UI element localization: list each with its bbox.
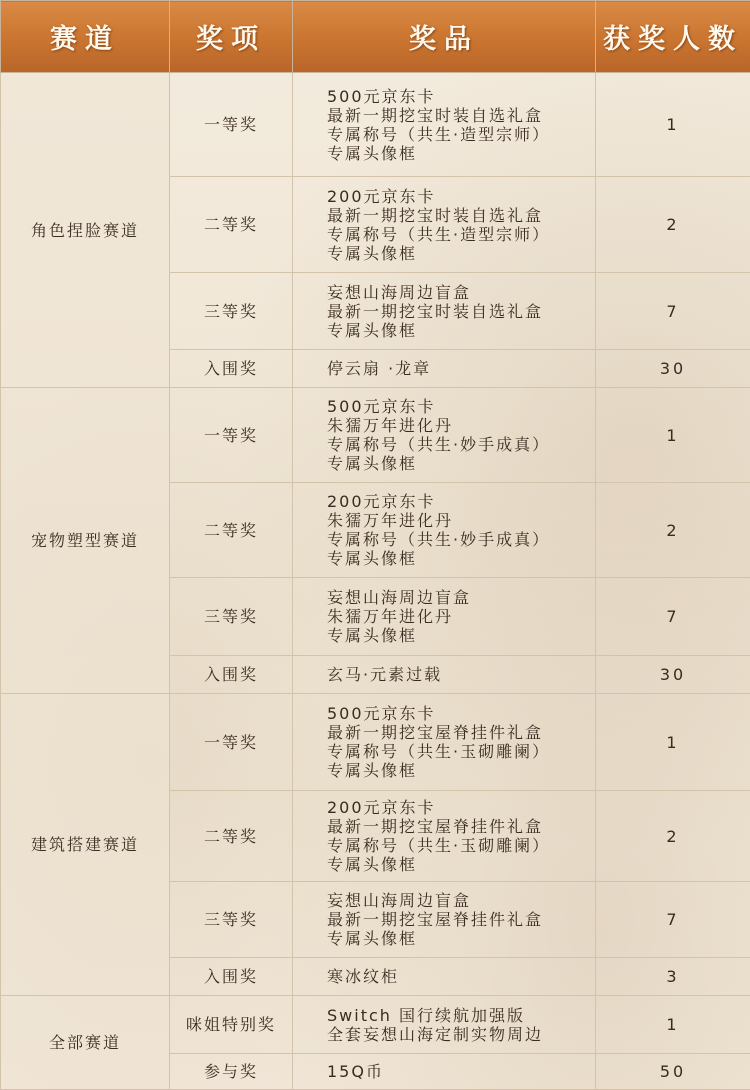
- prize-cell: [293, 350, 596, 388]
- prize-line: 专属称号（共生·玉砌雕阑）: [327, 742, 551, 761]
- table-row: [1, 996, 750, 1054]
- prize-line: 最新一期挖宝屋脊挂件礼盒: [327, 723, 544, 742]
- award-cell: 入围奖: [170, 656, 293, 694]
- prize-cell: [293, 578, 596, 656]
- prize-line: 专属称号（共生·妙手成真）: [327, 435, 551, 454]
- award-cell: 三等奖: [170, 273, 293, 350]
- prize-line: 朱獳万年进化丹: [327, 511, 454, 530]
- winner-count-cell: 1: [596, 996, 750, 1054]
- prize-line: 500元京东卡: [327, 86, 436, 106]
- prize-line: 500元京东卡: [327, 397, 436, 416]
- table-row: [1, 73, 750, 177]
- award-cell: 一等奖: [170, 694, 293, 791]
- prize-line: 专属称号（共生·玉砌雕阑）: [327, 836, 551, 855]
- prize-line: 专属头像框: [327, 929, 418, 948]
- header-count: 获奖人数: [596, 1, 750, 73]
- winner-count-cell: 7: [596, 273, 750, 350]
- prize-line: 妄想山海周边盲盒: [327, 588, 472, 607]
- prize-line: 专属头像框: [327, 320, 418, 340]
- winner-count-cell: 1: [596, 73, 750, 177]
- prize-cell: [293, 694, 596, 791]
- winner-count-cell: 7: [596, 578, 750, 656]
- table-row: [1, 694, 750, 791]
- winner-count-cell: 30: [596, 350, 750, 388]
- award-cell: 二等奖: [170, 791, 293, 882]
- prize-line: 专属称号（共生·妙手成真）: [327, 530, 551, 549]
- award-cell: 三等奖: [170, 882, 293, 958]
- prize-line: 妄想山海周边盲盒: [327, 282, 472, 302]
- prize-line: 朱獳万年进化丹: [327, 416, 454, 435]
- award-cell: 入围奖: [170, 350, 293, 388]
- prize-line: 专属头像框: [327, 855, 418, 874]
- prize-line: 寒冰纹柜: [327, 967, 400, 986]
- winner-count-cell: 1: [596, 694, 750, 791]
- prize-line: 15Q币: [327, 1062, 384, 1081]
- prize-line: 全套妄想山海定制实物周边: [327, 1024, 544, 1044]
- award-cell: 参与奖: [170, 1054, 293, 1090]
- prize-cell: [293, 388, 596, 483]
- prize-line: 最新一期挖宝时装自选礼盒: [327, 301, 544, 321]
- prize-line: 最新一期挖宝屋脊挂件礼盒: [327, 910, 544, 929]
- prize-line: 500元京东卡: [327, 704, 436, 723]
- header-prize: 奖品: [293, 1, 596, 73]
- prize-line: 玄马·元素过载: [327, 665, 443, 684]
- award-cell: 一等奖: [170, 73, 293, 177]
- award-cell: 入围奖: [170, 958, 293, 996]
- award-cell: 咪姐特别奖: [170, 996, 293, 1054]
- winner-count-cell: 2: [596, 791, 750, 882]
- prize-line: 专属头像框: [327, 761, 418, 780]
- header-track: 赛道: [1, 1, 170, 73]
- track-cell: 宠物塑型赛道: [1, 388, 170, 694]
- header-award: 奖项: [170, 1, 293, 73]
- prize-cell: [293, 1054, 596, 1090]
- winner-count-cell: 30: [596, 656, 750, 694]
- prize-line: 专属头像框: [327, 243, 418, 263]
- award-cell: 三等奖: [170, 578, 293, 656]
- winner-count-cell: 7: [596, 882, 750, 958]
- prize-cell: [293, 177, 596, 273]
- winner-count-cell: 1: [596, 388, 750, 483]
- prize-line: 停云扇 ·龙章: [327, 359, 432, 378]
- prize-line: 专属称号（共生·造型宗师）: [327, 124, 551, 144]
- table-body: [1, 73, 750, 1090]
- prize-cell: [293, 958, 596, 996]
- prize-line: 专属称号（共生·造型宗师）: [327, 224, 551, 244]
- prize-line: Switch 国行续航加强版: [327, 1005, 525, 1025]
- winner-count-cell: 3: [596, 958, 750, 996]
- track-cell: 建筑搭建赛道: [1, 694, 170, 996]
- prize-line: 专属头像框: [327, 143, 418, 163]
- prize-cell: [293, 483, 596, 578]
- award-cell: 二等奖: [170, 177, 293, 273]
- winner-count-cell: 2: [596, 483, 750, 578]
- prize-cell: [293, 656, 596, 694]
- prize-cell: [293, 73, 596, 177]
- prize-line: 妄想山海周边盲盒: [327, 891, 472, 910]
- table-header-row: [1, 1, 750, 73]
- prize-cell: [293, 791, 596, 882]
- prize-cell: [293, 273, 596, 350]
- prize-line: 专属头像框: [327, 626, 418, 645]
- award-cell: 一等奖: [170, 388, 293, 483]
- prize-line: 最新一期挖宝屋脊挂件礼盒: [327, 817, 544, 836]
- prize-line: 最新一期挖宝时装自选礼盒: [327, 105, 544, 125]
- winner-count-cell: 50: [596, 1054, 750, 1090]
- prize-cell: [293, 996, 596, 1054]
- prize-line: 专属头像框: [327, 549, 418, 568]
- track-cell: 全部赛道: [1, 996, 170, 1090]
- track-cell: 角色捏脸赛道: [1, 73, 170, 388]
- award-cell: 二等奖: [170, 483, 293, 578]
- prize-line: 朱獳万年进化丹: [327, 607, 454, 626]
- prize-line: 200元京东卡: [327, 798, 436, 817]
- winner-count-cell: 2: [596, 177, 750, 273]
- prize-cell: [293, 882, 596, 958]
- prize-line: 最新一期挖宝时装自选礼盒: [327, 205, 544, 225]
- prize-line: 专属头像框: [327, 454, 418, 473]
- table-row: [1, 388, 750, 483]
- prize-line: 200元京东卡: [327, 186, 436, 206]
- prize-line: 200元京东卡: [327, 492, 436, 511]
